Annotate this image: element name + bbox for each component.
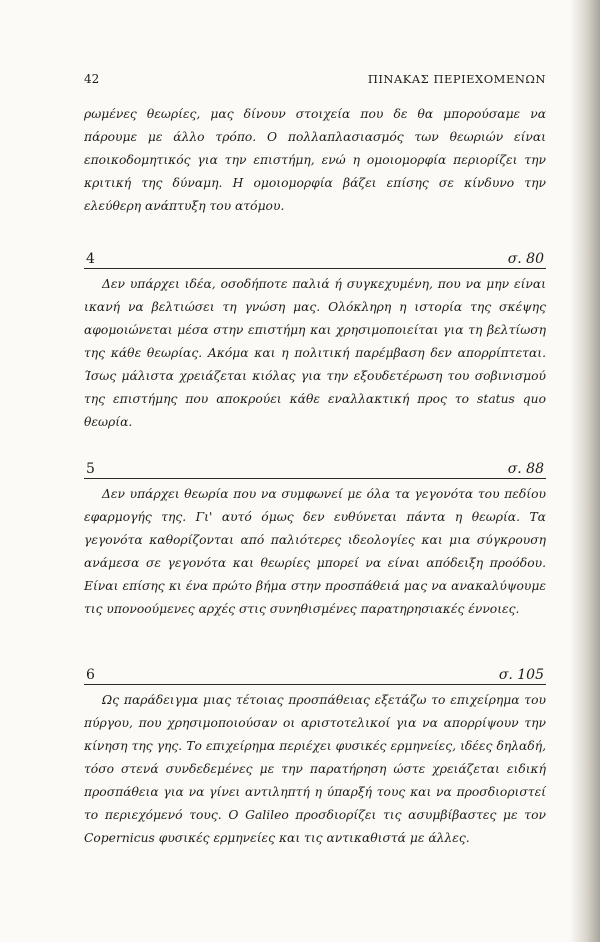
page-spine-shadow — [570, 0, 600, 942]
running-title: ΠΙΝΑΚΑΣ ΠΕΡΙΕΧΟΜΕΝΩΝ — [367, 72, 546, 86]
section-page-reference: σ. 88 — [507, 461, 544, 477]
section-page-reference: σ. 105 — [498, 667, 544, 683]
section-summary: Δεν υπάρχει θεωρία που να συμφωνεί με όλα τα γεγονότα του πεδίου εφαρμογής της. Γι' αυτό όμως δεν ευθύνεται πάντα η θεωρία. Τα γεγονότα καθορίζονται από παλιότερες ιδεολογίες και μια σύγκρουση ανάμεσα σε γεγονότα και θεωρίες μπορεί να είναι απόδειξη προόδου. Είναι επίσης κι ένα πρώτο βήμα στην προσπάθειά μας να ανακαλύψουμε τις υπονοούμενες αρχές στις συνηθισμένες παρατηρησιακές έννοιες. — [84, 487, 546, 616]
section-number: 4 — [86, 251, 95, 267]
section-heading — [84, 246, 546, 269]
toc-section-4 — [84, 246, 546, 434]
continued-paragraph — [84, 103, 546, 218]
section-summary: Δεν υπάρχει ιδέα, οσοδήποτε παλιά ή συγκεχυμένη, που να μην είναι ικανή να βελτιώσει τη γνώση μας. Ολόκληρη η ιστορία της σκέψης αφομοιώνεται μέσα στην επιστήμη και χρησιμοποιείται για τη βελτίωση της κάθε θεωρίας. Ακόμα και η πολιτική παρέμβαση δεν απορρίπτεται. Ίσως μάλιστα χρειάζεται κιόλας για την εξουδετέρωση του σοβινισμού της επιστήμης που αποκρούει κάθε εναλλακτική προς το status quo θεωρία. — [84, 277, 546, 429]
section-number: 5 — [86, 461, 95, 477]
toc-section-6 — [84, 662, 546, 850]
section-number: 6 — [86, 667, 95, 683]
intro-text: ρωμένες θεωρίες, μας δίνουν στοιχεία που δε θα μπορούσαμε να πάρουμε με άλλο τρόπο. Ο πολλαπλασιασμός των θεωριών είναι εποικοδομητικός για την επιστήμη, ενώ η ομοιομορφία περιορίζει την κριτική της δύναμη. Η ομοιομορφία βάζει επίσης σε κίνδυνο την ελεύθερη ανάπτυξη του ατόμου. — [84, 107, 546, 213]
section-page-reference: σ. 80 — [507, 251, 544, 267]
page-header — [84, 72, 546, 92]
toc-section-5 — [84, 456, 546, 621]
section-heading — [84, 662, 546, 685]
section-heading — [84, 456, 546, 479]
section-summary: Ως παράδειγμα μιας τέτοιας προσπάθειας εξετάζω το επιχείρημα του πύργου, που χρησιμοποιούσαν οι αριστοτελικοί για να απορρίψουν την κίνηση της γης. Το επιχείρημα περιέχει φυσικές ερμηνείες, ιδέες δηλαδή, τόσο στενά συνδεδεμένες με την παρατήρηση ώστε χρειάζεται ειδική προσπάθεια για να γίνει αντιληπτή η ύπαρξή τους και να προσδιοριστεί το περιεχόμενό τους. Ο Galileo προσδιορίζει τις ασυμβίβαστες με τον Copernicus φυσικές ερμηνείες και τις αντικαθιστά με άλλες. — [84, 693, 546, 845]
page-number: 42 — [84, 72, 100, 86]
